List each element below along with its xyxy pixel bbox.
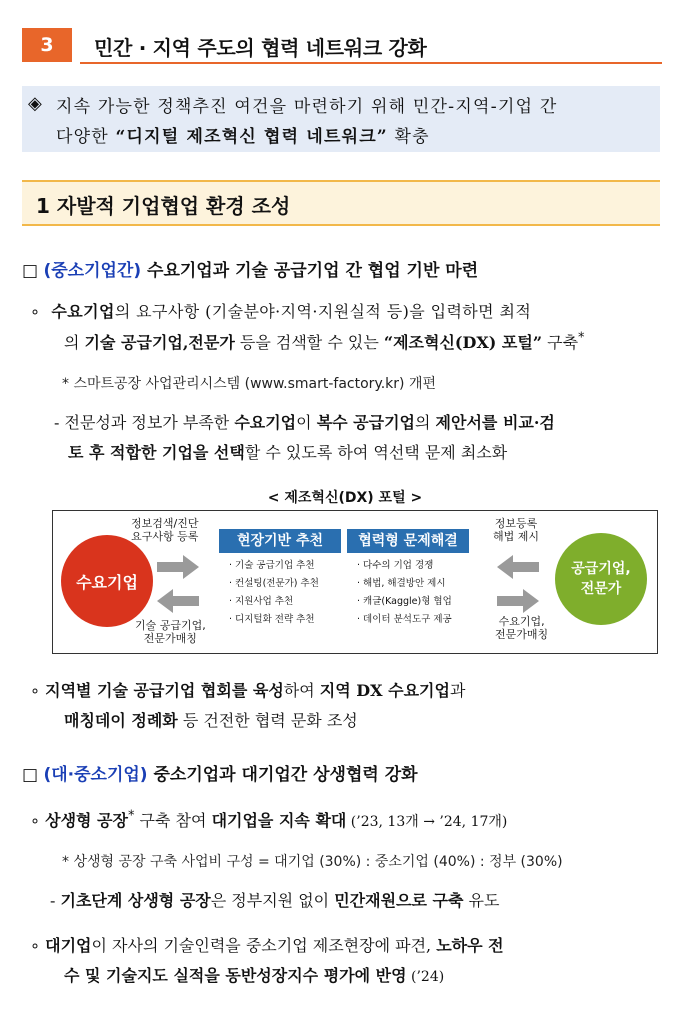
- label-right-top: 정보등록 해법 제시: [493, 517, 540, 543]
- supplier-expert-circle: 공급기업, 전문가: [555, 533, 647, 625]
- item2-bullet2-line1: ∘ 대기업이 자사의 기술인력을 중소기업 제조현장에 파견, 노하우 전: [30, 936, 504, 955]
- arrow-right-icon: [157, 555, 199, 579]
- panel2-item: · 다수의 기업 경쟁: [357, 560, 434, 571]
- diamond-icon: ◈: [28, 93, 42, 114]
- arrow-left-icon: [157, 589, 199, 613]
- panel2-item: · 데이터 분석도구 제공: [357, 614, 452, 625]
- section-header: [22, 26, 662, 66]
- panel-collab-solving: [347, 529, 469, 645]
- item2-note: * 상생형 공장 구축 사업비 구성 = 대기업 (30%) : 중소기업 (40%) : 정부 (30%): [62, 854, 563, 870]
- panel1-item: · 지원사업 추천: [229, 596, 294, 607]
- bullet-icon: ∘: [30, 936, 41, 955]
- panel1-item: · 기술 공급기업 추천: [229, 560, 315, 571]
- panel1-item: · 컨설팅(전문가) 추천: [229, 578, 319, 589]
- bullet-icon: ∘: [30, 302, 41, 321]
- panel2-item: · 해법, 해결방안 제시: [357, 578, 446, 589]
- panel-onsite-recommend: [219, 529, 341, 645]
- bullet-icon: ∘: [30, 681, 41, 700]
- demand-company-circle: 수요기업: [61, 535, 153, 627]
- summary-box: [22, 86, 660, 152]
- item2-bullet2-line2: 수 및 기술지도 실적을 동반성장지수 평가에 반영 (’24): [64, 966, 445, 985]
- label-left-top: 정보검색/진단 요구사항 등록: [131, 517, 199, 543]
- item2-title: 중소기업과 대기업간 상생협력 강화: [147, 765, 418, 785]
- section-number: 3: [22, 28, 72, 62]
- subsection-header: [22, 180, 660, 226]
- item1-bullet1-line1: ∘ 수요기업의 요구사항 (기술분야·지역·지원실적 등)을 입력하면 최적: [30, 302, 532, 321]
- checkbox-icon: □: [22, 765, 39, 785]
- item2-tag: (대·중소기업): [43, 765, 148, 785]
- dx-portal-diagram: [52, 510, 658, 654]
- summary-highlight: “디지털 제조혁신 협력 네트워크”: [115, 127, 388, 147]
- summary-line-1: 지속 가능한 정책추진 여건을 마련하기 위해 민간-지역-기업 간: [56, 97, 558, 117]
- bullet-icon: ∘: [30, 811, 41, 830]
- section-title: 민간 · 지역 주도의 협력 네트워크 강화: [94, 36, 427, 60]
- panel2-title: 협력형 문제해결: [347, 529, 469, 553]
- checkbox-icon: □: [22, 261, 39, 281]
- item1-tag: (중소기업간): [43, 261, 142, 281]
- item2-bullet1: ∘ 상생형 공장* 구축 참여 대기업을 지속 확대 (’23, 13개 → ’24, 17개): [30, 808, 508, 830]
- item1-bullet2-line1: ∘ 지역별 기술 공급기업 협회를 육성하여 지역 DX 수요기업과: [30, 681, 466, 700]
- item1-bullet1-line2: 의 기술 공급기업,전문가 등을 검색할 수 있는 “제조혁신(DX) 포털” 구축*: [64, 330, 585, 352]
- arrow-left-icon: [497, 555, 539, 579]
- item2-heading: [22, 760, 418, 785]
- item1-heading: [22, 256, 478, 281]
- item1-title: 수요기업과 기술 공급기업 간 협업 기반 마련: [141, 261, 479, 281]
- item1-bullet2-line2: 매칭데이 정례화 등 건전한 협력 문화 조성: [64, 711, 358, 730]
- arrow-right-icon: [497, 589, 539, 613]
- subsection-title: 1 자발적 기업협업 환경 조성: [36, 194, 291, 218]
- item1-note: * 스마트공장 사업관리시스템 (www.smart-factory.kr) 개편: [62, 376, 437, 392]
- item1-dash-line1: - 전문성과 정보가 부족한 수요기업이 복수 공급기업의 제안서를 비교·검: [54, 413, 555, 432]
- item1-dash-line2: 토 후 적합한 기업을 선택할 수 있도록 하여 역선택 문제 최소화: [68, 443, 508, 462]
- label-left-bottom: 기술 공급기업, 전문가매칭: [135, 619, 206, 645]
- panel2-item: · 캐글(Kaggle)형 협업: [357, 596, 452, 607]
- panel1-title: 현장기반 추천: [219, 529, 341, 553]
- section-underline: [80, 62, 662, 64]
- label-right-bottom: 수요기업, 전문가매칭: [495, 615, 549, 641]
- summary-line-2: 다양한 “디지털 제조혁신 협력 네트워크” 확충: [56, 127, 430, 147]
- diagram-title: < 제조혁신(DX) 포털 >: [267, 490, 423, 506]
- panel1-item: · 디지털화 전략 추천: [229, 614, 315, 625]
- item2-dash: - 기초단계 상생형 공장은 정부지원 없이 민간재원으로 구축 유도: [50, 891, 500, 910]
